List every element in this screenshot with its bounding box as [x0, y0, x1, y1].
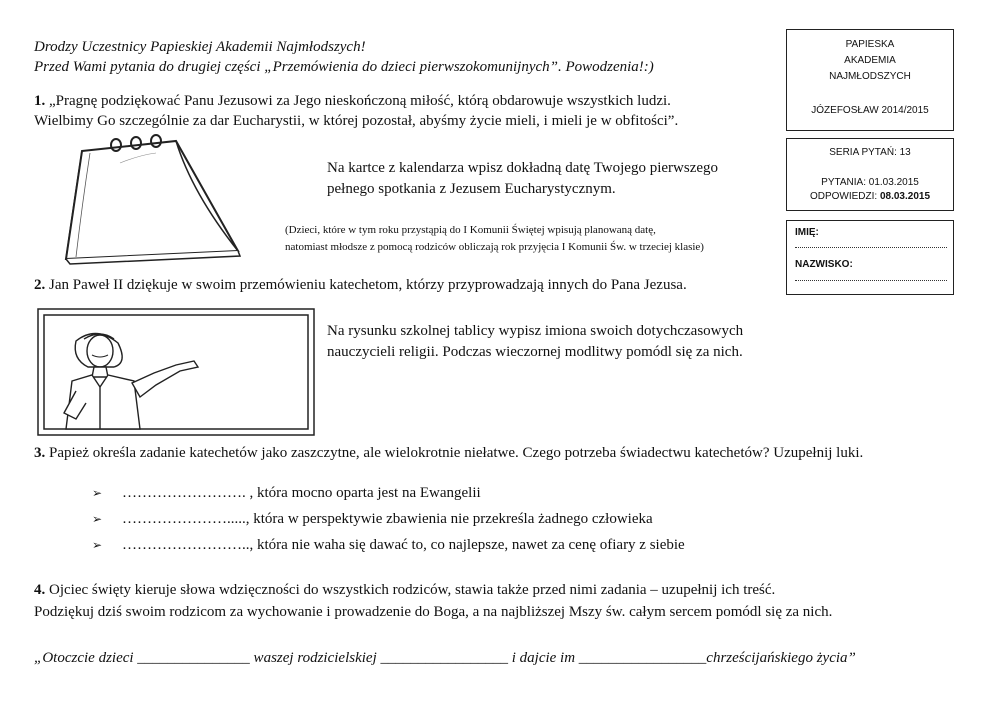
academy-name-line-3: NAJMŁODSZYCH [829, 71, 911, 82]
question-2-task-line-2: nauczycieli religii. Podczas wieczornej modlitwy pomódl się za nich. [327, 344, 743, 360]
question-3 [34, 445, 863, 462]
surname-label: NAZWISKO: [795, 259, 853, 270]
question-1-task-line-1: Na kartce z kalendarza wpisz dokładną datę Twojego pierwszego [327, 160, 719, 176]
question-1-line-1 [34, 91, 678, 111]
answers-date-value: 08.03.2015 [879, 191, 931, 202]
greeting-line-2: Przed Wami pytania do drugiej części „Przemówienia do dzieci pierwszokomunijnych”. Powodzenia!:) [34, 59, 654, 75]
question-4 [34, 579, 832, 623]
question-2 [34, 277, 687, 294]
bullet-arrow-icon: ➢ [92, 538, 103, 552]
question-1-line-2: Wielbimy Go szczególnie za dar Eucharystii, w której pozostał, abyśmy życie mieli, i mieli je w obfitości”. [34, 113, 679, 129]
name-field[interactable] [795, 247, 947, 248]
question-4-quote[interactable]: „Otoczcie dzieci _______________ waszej rodzicielskiej _________________ i dajcie im _________________chrześcijańskiego życia” [34, 650, 856, 666]
question-4-line-1 [34, 579, 832, 601]
greeting [34, 37, 654, 77]
question-2-text: Jan Paweł II dziękuje w swoim przemówieniu katechetom, którzy przyprowadzają innych do Pana Jezusa. [45, 277, 687, 293]
question-1-task [327, 158, 718, 200]
question-3-blank-1: ……………………. , która mocno oparta jest na Ewangelii [122, 485, 481, 501]
question-1-number: 1. [34, 93, 46, 109]
surname-field[interactable] [795, 280, 947, 281]
question-4-text-2: Podziękuj dziś swoim rodzicom za wychowanie i prowadzenie do Boga, a na najbliższej Mszy św. całym sercem pomódl się za nich. [34, 604, 833, 620]
series-number: SERIA PYTAŃ: 13 [829, 147, 911, 158]
question-3-number: 3. [34, 445, 46, 461]
questions-date: PYTANIA: 01.03.2015 [821, 177, 919, 188]
student-name-box [786, 220, 954, 295]
answers-label: ODPOWIEDZI: [809, 191, 880, 202]
question-3-list-item[interactable] [92, 506, 685, 532]
question-3-blank-3: …………………….., która nie waha się dawać to, co najlepsze, nawet za cenę ofiary z siebie [122, 537, 685, 553]
answers-date [787, 191, 953, 202]
question-4-number: 4. [34, 582, 46, 598]
question-1-text-1: „Pragnę podziękować Panu Jezusowi za Jego nieskończoną miłość, którą obdarowuje wszystkich ludzi. [45, 93, 671, 109]
question-1-note-line-1: (Dzieci, które w tym roku przystąpią do I Komunii Świętej wpisują planowaną datę, [285, 224, 656, 236]
academy-name-line-2: AKADEMIA [844, 55, 896, 66]
blackboard-drawing[interactable] [36, 307, 316, 437]
question-1-note [285, 222, 704, 256]
name-label: IMIĘ: [795, 227, 819, 238]
question-2-number: 2. [34, 277, 46, 293]
question-1 [34, 91, 678, 131]
question-3-list [92, 480, 685, 558]
bullet-arrow-icon: ➢ [92, 512, 103, 526]
academy-name [787, 37, 953, 85]
question-3-list-item[interactable] [92, 532, 685, 558]
question-1-task-line-2: pełnego spotkania z Jezusem Eucharystycznym. [327, 181, 616, 197]
question-3-list-item[interactable] [92, 480, 685, 506]
question-1-note-line-2: natomiast młodsze z pomocą rodziców obliczają rok przyjęcia I Komunii Św. w trzeciej klasie) [285, 241, 704, 253]
academy-info-box [786, 29, 954, 131]
calendar-drawing[interactable] [60, 133, 255, 273]
greeting-line-1: Drodzy Uczestnicy Papieskiej Akademii Najmłodszych! [34, 39, 366, 55]
question-2-task [327, 321, 743, 363]
question-3-text: Papież określa zadanie katechetów jako zaszczytne, ale wielokrotnie niełatwe. Czego potrzeba świadectwu katechetów? Uzupełnij luki. [45, 445, 864, 461]
question-3-blank-2: …………………....., która w perspektywie zbawienia nie przekreśla żadnego człowieka [122, 511, 653, 527]
academy-name-line-1: PAPIESKA [845, 39, 895, 50]
series-info-box [786, 138, 954, 211]
bullet-arrow-icon: ➢ [92, 486, 103, 500]
academy-location-year: JÓZEFOSŁAW 2014/2015 [811, 105, 929, 116]
question-4-text-1: Ojciec święty kieruje słowa wdzięczności do wszystkich rodziców, stawia także przed nimi zadania – uzupełnij ich treść. [45, 582, 776, 598]
question-2-task-line-1: Na rysunku szkolnej tablicy wypisz imiona swoich dotychczasowych [327, 323, 744, 339]
